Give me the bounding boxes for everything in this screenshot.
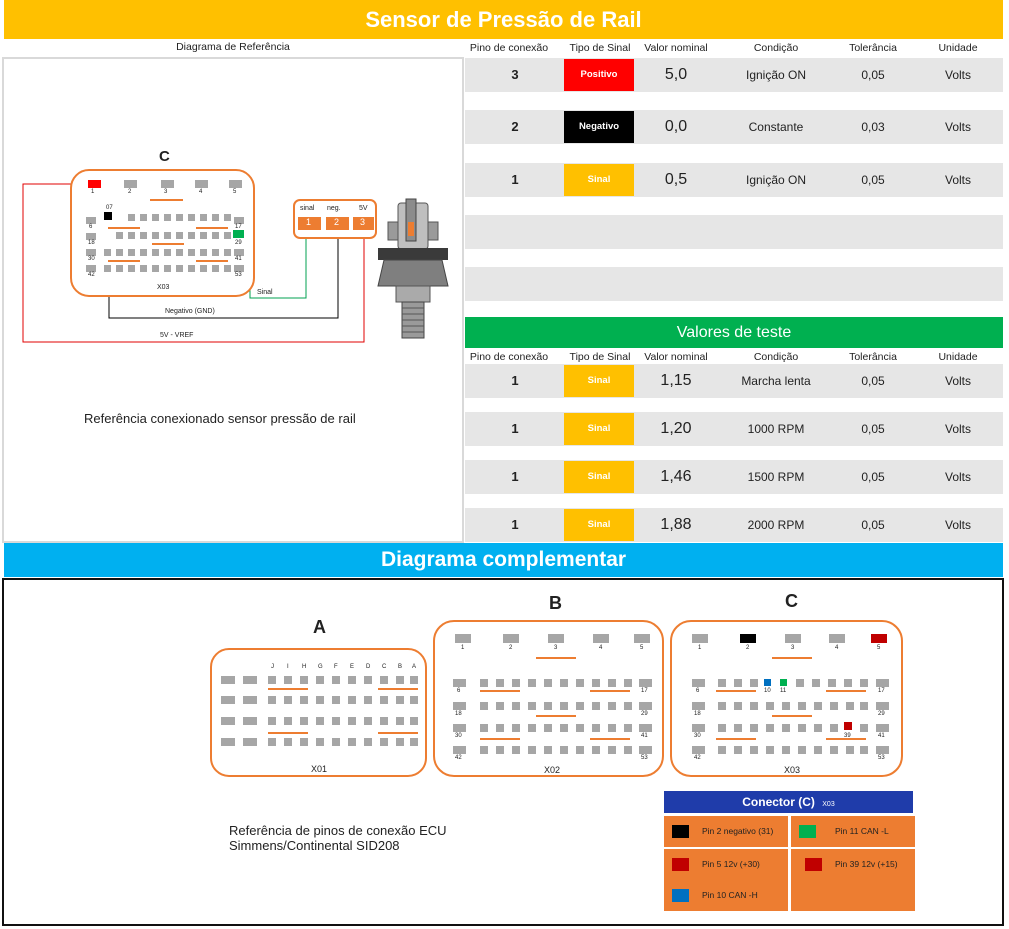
signal-badge: Sinal	[564, 461, 634, 493]
pin-label: 42	[455, 755, 462, 761]
pin-label: 29	[235, 240, 242, 246]
pin-label: 42	[694, 755, 701, 761]
color-swatch	[672, 825, 689, 838]
pin-label: 6	[696, 688, 700, 694]
sensor-pin-label: 5V	[359, 205, 368, 212]
legend-text: Pin 2 negativo (31)	[702, 826, 774, 836]
connector-c-code: X03	[784, 765, 801, 775]
legend-text: Pin 39 12v (+15)	[835, 859, 898, 869]
sensor-pin-label: neg.	[327, 205, 341, 212]
pin-label: 18	[88, 240, 95, 246]
empty-row	[465, 215, 1003, 249]
test-row	[465, 508, 1003, 542]
pin-label: 4	[199, 189, 203, 195]
legend-text: Pin 10 CAN -H	[702, 890, 758, 900]
pin-label-07: 07	[106, 205, 113, 211]
col-signal: Tipo de Sinal	[569, 351, 631, 363]
condition: 2000 RPM	[747, 518, 805, 532]
pin-label: 1	[461, 645, 465, 651]
color-swatch	[799, 825, 816, 838]
complement-title: Diagrama complementar	[4, 543, 1003, 577]
pin-label: 2	[509, 645, 513, 651]
pin-label: 29	[878, 711, 885, 717]
signal-badge: Sinal	[564, 164, 634, 196]
unit: Volts	[944, 374, 971, 388]
pin-label: 10	[764, 688, 771, 694]
legend-item	[791, 849, 915, 880]
nominal-value: 1,46	[660, 468, 692, 485]
pin-number: 3	[511, 67, 519, 82]
condition: Constante	[748, 120, 804, 134]
ground-wire-label: Negativo (GND)	[165, 308, 215, 315]
spec-row	[465, 58, 1003, 92]
nominal-value: 1,88	[660, 516, 692, 533]
legend-item	[664, 816, 788, 847]
pin-letter: G	[318, 664, 323, 670]
pin-label: 6	[457, 688, 461, 694]
pin-label: 2	[128, 189, 132, 195]
signal-badge: Negativo	[564, 111, 634, 143]
pin-label: 30	[694, 733, 701, 739]
reference-caption: Referência conexionado sensor pressão de rail	[84, 411, 356, 426]
unit: Volts	[944, 120, 971, 134]
legend-title	[664, 791, 913, 813]
test-row	[465, 364, 1003, 398]
tolerance: 0,05	[861, 422, 885, 436]
tolerance: 0,05	[861, 470, 885, 484]
unit: Volts	[944, 470, 971, 484]
pin-letter: F	[334, 664, 338, 670]
color-swatch	[805, 858, 822, 871]
tolerance: 0,03	[861, 120, 885, 134]
pin-letter: D	[366, 664, 371, 670]
tolerance: 0,05	[861, 173, 885, 187]
diagram-label: Diagrama de Referência	[176, 41, 290, 53]
tolerance: 0,05	[861, 68, 885, 82]
pin-letter: H	[302, 664, 307, 670]
pin-label: 2	[746, 645, 750, 651]
ecu-caption-line2: Simmens/Continental SID208	[229, 838, 400, 853]
pin-label: 5	[877, 645, 881, 651]
condition: Ignição ON	[745, 68, 807, 82]
pin-label: 29	[641, 711, 648, 717]
test-row	[465, 412, 1003, 446]
pin-label: 3	[791, 645, 795, 651]
pin-label: 4	[599, 645, 603, 651]
connector-b-letter: B	[549, 593, 562, 613]
col-value: Valor nominal	[644, 42, 708, 54]
pin-letter: E	[350, 664, 355, 670]
connector-c-letter: C	[785, 591, 798, 611]
pin-letter: I	[287, 664, 289, 670]
spec-row	[465, 163, 1003, 197]
pin-label: 17	[235, 224, 242, 230]
signal-wire-label: Sinal	[257, 289, 273, 296]
signal-badge: Sinal	[564, 509, 634, 541]
pin-label: 17	[878, 688, 885, 694]
unit: Volts	[944, 68, 971, 82]
pin-letter: A	[412, 664, 417, 670]
condition: 1500 RPM	[747, 470, 805, 484]
pin-label: 30	[455, 733, 462, 739]
connector-code: X03	[157, 284, 170, 291]
pin-label: 41	[641, 733, 648, 739]
condition: Marcha lenta	[741, 374, 811, 388]
legend-text: Pin 5 12v (+30)	[702, 859, 760, 869]
legend-code: X03	[822, 801, 835, 808]
col-condition: Condição	[753, 42, 799, 54]
pin-label: 42	[88, 272, 95, 278]
color-swatch	[672, 889, 689, 902]
test-row	[465, 460, 1003, 494]
col-unit: Unidade	[938, 42, 978, 54]
pin-label: 18	[455, 711, 462, 717]
unit: Volts	[944, 173, 971, 187]
nominal-value: 0,0	[664, 118, 688, 135]
legend-item-empty	[791, 880, 915, 911]
pin-label: 41	[235, 256, 242, 262]
pin-label: 11	[780, 688, 787, 694]
spec-row	[465, 110, 1003, 144]
col-pin: Pino de conexão	[469, 42, 549, 54]
nominal-value: 1,15	[660, 372, 692, 389]
pin-label: 30	[88, 256, 95, 262]
legend-item	[791, 816, 915, 847]
signal-badge: Positivo	[564, 59, 634, 91]
pressure-sensor-icon	[378, 199, 448, 338]
col-condition: Condição	[753, 351, 799, 363]
condition: Ignição ON	[745, 173, 807, 187]
wiring-diagram	[0, 0, 464, 543]
unit: Volts	[944, 518, 971, 532]
vref-wire-label: 5V - VREF	[160, 332, 194, 339]
empty-row	[465, 267, 1003, 301]
pin-label: 18	[694, 711, 701, 717]
tolerance: 0,05	[861, 518, 885, 532]
pin-number: 1	[511, 517, 519, 532]
ecu-connectors-diagram	[0, 578, 1009, 778]
pin-label: 5	[233, 189, 237, 195]
pin-number: 2	[511, 119, 519, 134]
sensor-pin-number: 3	[360, 217, 366, 227]
pin-label: 1	[91, 189, 95, 195]
col-tolerance: Tolerância	[849, 351, 897, 363]
signal-badge: Sinal	[564, 365, 634, 397]
pin-label: 4	[835, 645, 839, 651]
ecu-caption-line1: Referência de pinos de conexão ECU	[229, 823, 447, 838]
pin-label: 53	[878, 755, 885, 761]
connector-letter: C	[159, 148, 170, 165]
legend-item	[664, 849, 788, 880]
color-swatch	[672, 858, 689, 871]
pin-label: 5	[640, 645, 644, 651]
pin-label: 39	[844, 733, 851, 739]
pin-1-highlight	[88, 180, 101, 188]
col-unit: Unidade	[938, 351, 978, 363]
tolerance: 0,05	[861, 374, 885, 388]
pin-letter: J	[271, 664, 274, 670]
connector-b-code: X02	[544, 765, 561, 775]
nominal-value: 1,20	[660, 420, 692, 437]
pin-label: 17	[641, 688, 648, 694]
legend-title-text: Conector (C)	[742, 795, 815, 809]
pin-label: 1	[698, 645, 702, 651]
sensor-pin-label: sinal	[300, 205, 315, 212]
sensor-pin-number: 1	[306, 217, 312, 227]
col-signal: Tipo de Sinal	[569, 42, 631, 54]
pin-label: 53	[641, 755, 648, 761]
connector-a-letter: A	[313, 617, 326, 637]
signal-badge: Sinal	[564, 413, 634, 445]
pin-number: 1	[511, 421, 519, 436]
nominal-value: 0,5	[664, 171, 688, 188]
col-value: Valor nominal	[644, 351, 708, 363]
page-title: Sensor de Pressão de Rail	[4, 0, 1003, 39]
unit: Volts	[944, 422, 971, 436]
pin-letter: C	[382, 664, 387, 670]
pin-letter: B	[398, 664, 403, 670]
col-pin: Pino de conexão	[469, 351, 549, 363]
pin-number: 1	[511, 373, 519, 388]
legend-text: Pin 11 CAN -L	[835, 826, 889, 836]
pin-label: 53	[235, 272, 242, 278]
pin-label: 6	[89, 224, 93, 230]
pin-number: 1	[511, 172, 519, 187]
connector-a-code: X01	[311, 764, 328, 774]
sensor-pin-number: 2	[334, 217, 340, 227]
pin-label: 3	[554, 645, 558, 651]
legend-item	[664, 880, 788, 911]
pin-label: 3	[164, 189, 168, 195]
condition: 1000 RPM	[747, 422, 805, 436]
nominal-value: 5,0	[664, 66, 688, 83]
pin-label: 41	[878, 733, 885, 739]
test-values-title: Valores de teste	[465, 317, 1003, 348]
col-tolerance: Tolerância	[849, 42, 897, 54]
pin-number: 1	[511, 469, 519, 484]
